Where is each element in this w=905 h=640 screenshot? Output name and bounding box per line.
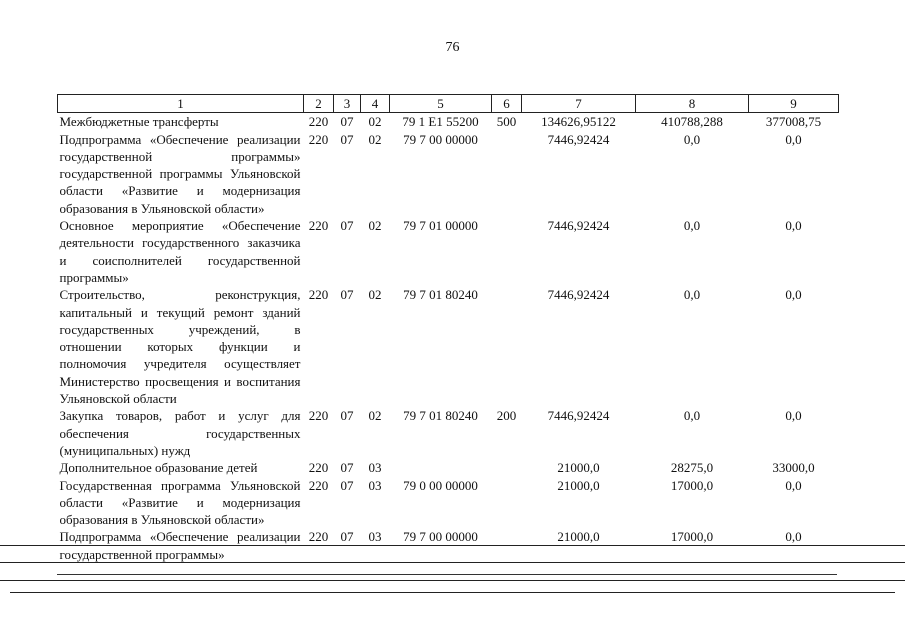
cell-c9: 377008,75 [765,114,822,130]
col-header-1: 1 [58,95,304,113]
table-row [58,113,839,131]
row-name: Основное мероприятие «Обеспечение деятельности государственного заказчика и соисполнителей государственной программы» [59,218,301,285]
row-name: Государственная программа Ульяновской области «Развитие и модернизация образования в Ульяновской области» [59,477,301,528]
col-header-4: 4 [361,95,390,113]
cell-c7: 7446,92424 [547,218,610,234]
row-name: Подпрограмма «Обеспечение реализации государственной программы» [59,529,301,562]
cell-c6 [492,131,522,217]
cell-c7: 21000,0 [557,529,600,545]
cell-c5: 79 1 E1 55200 [402,114,479,130]
cell-c8: 17000,0 [670,529,714,545]
row-name: Подпрограмма «Обеспечение реализации государственной программы» государственной программы Ульяновской области «Развитие и модернизация образования в Ульяновской области» [59,131,301,216]
cell-c8: 28275,0 [670,460,714,476]
cell-c2: 220 [308,460,329,476]
cell-c2: 220 [308,114,329,130]
cell-c5: 79 7 00 00000 [403,131,478,147]
cell-c2: 220 [308,529,329,545]
cell-c3: 07 [340,408,354,424]
col-header-7: 7 [522,95,636,113]
table-row [58,286,839,407]
cell-c4: 03 [368,529,382,545]
table-row [58,217,839,286]
cell-c8: 0,0 [683,131,701,147]
cell-c4: 02 [368,218,382,234]
cell-c9: 0,0 [785,408,802,424]
cell-c8: 410788,288 [661,114,723,130]
cell-c5: 79 7 00 00000 [403,529,478,545]
cell-c7: 21000,0 [557,460,600,476]
strike-line [57,574,837,575]
col-header-8: 8 [636,95,749,113]
cell-c3: 07 [340,218,354,234]
separator-line [0,562,905,563]
cell-c8: 17000,0 [670,477,714,493]
cell-c8: 0,0 [683,218,701,234]
cell-c6 [492,477,522,529]
separator-line [10,592,895,593]
cell-c7: 134626,95122 [541,114,616,130]
cell-c6 [492,217,522,286]
cell-c6 [492,459,522,476]
row-name: Закупка товаров, работ и услуг для обеспечения государственных (муниципальных) нужд [59,408,301,458]
cell-c9: 0,0 [785,287,802,303]
col-header-6: 6 [492,95,522,113]
cell-c2: 220 [308,477,329,493]
cell-c4: 02 [368,131,382,147]
cell-c3: 07 [340,477,354,493]
cell-c5: 79 7 01 80240 [403,287,478,303]
page-number: 76 [445,40,460,55]
col-header-3: 3 [334,95,361,113]
table-row [58,131,839,217]
cell-c7: 7446,92424 [547,287,610,303]
cell-c2: 220 [308,287,329,303]
cell-c4: 03 [368,477,382,493]
col-header-5: 5 [390,95,492,113]
cell-c7: 7446,92424 [547,131,610,147]
table-row [58,459,839,476]
cell-c3: 07 [340,131,354,147]
cell-c9: 33000,0 [772,460,815,476]
row-name: Дополнительное образование детей [59,460,258,476]
row-name: Межбюджетные трансферты [59,114,219,130]
cell-c3: 07 [340,114,354,130]
cell-c6: 200 [496,408,517,424]
separator-line [0,580,905,581]
cell-c9: 0,0 [785,218,802,234]
cell-c2: 220 [308,218,329,234]
cell-c2: 220 [308,131,329,147]
cell-c8: 0,0 [683,408,701,424]
cell-c3: 07 [340,460,354,476]
table-row [58,477,839,529]
cell-c6 [492,286,522,407]
cell-c4: 03 [368,460,382,476]
cell-c3: 07 [340,287,354,303]
table-header-row [58,95,839,113]
col-header-2: 2 [304,95,334,113]
cell-c9: 0,0 [785,529,802,545]
table-row [58,407,839,459]
cell-c4: 02 [368,114,382,130]
budget-table [57,94,839,563]
col-header-9: 9 [749,95,839,113]
row-name: Строительство, реконструкция, капитальный и текущий ремонт зданий государственных учреждений, в отношении которых функции и полномочия учредителя осуществляет Министерство просвещения и воспитания Ульяновской области [59,287,301,407]
cell-c4: 02 [368,408,382,424]
cell-c5: 79 7 01 00000 [403,218,478,234]
cell-c3: 07 [340,529,354,545]
cell-c5: 79 7 01 80240 [403,408,478,424]
cell-c8: 0,0 [683,287,701,303]
separator-line [0,545,905,546]
cell-c2: 220 [308,408,329,424]
cell-c9: 0,0 [785,131,802,147]
cell-c7: 21000,0 [557,477,600,493]
cell-c6: 500 [496,114,517,130]
cell-c7: 7446,92424 [547,408,610,424]
cell-c4: 02 [368,287,382,303]
cell-c9: 0,0 [785,477,802,493]
cell-c5: 79 0 00 00000 [403,477,478,493]
cell-c5 [390,459,492,476]
